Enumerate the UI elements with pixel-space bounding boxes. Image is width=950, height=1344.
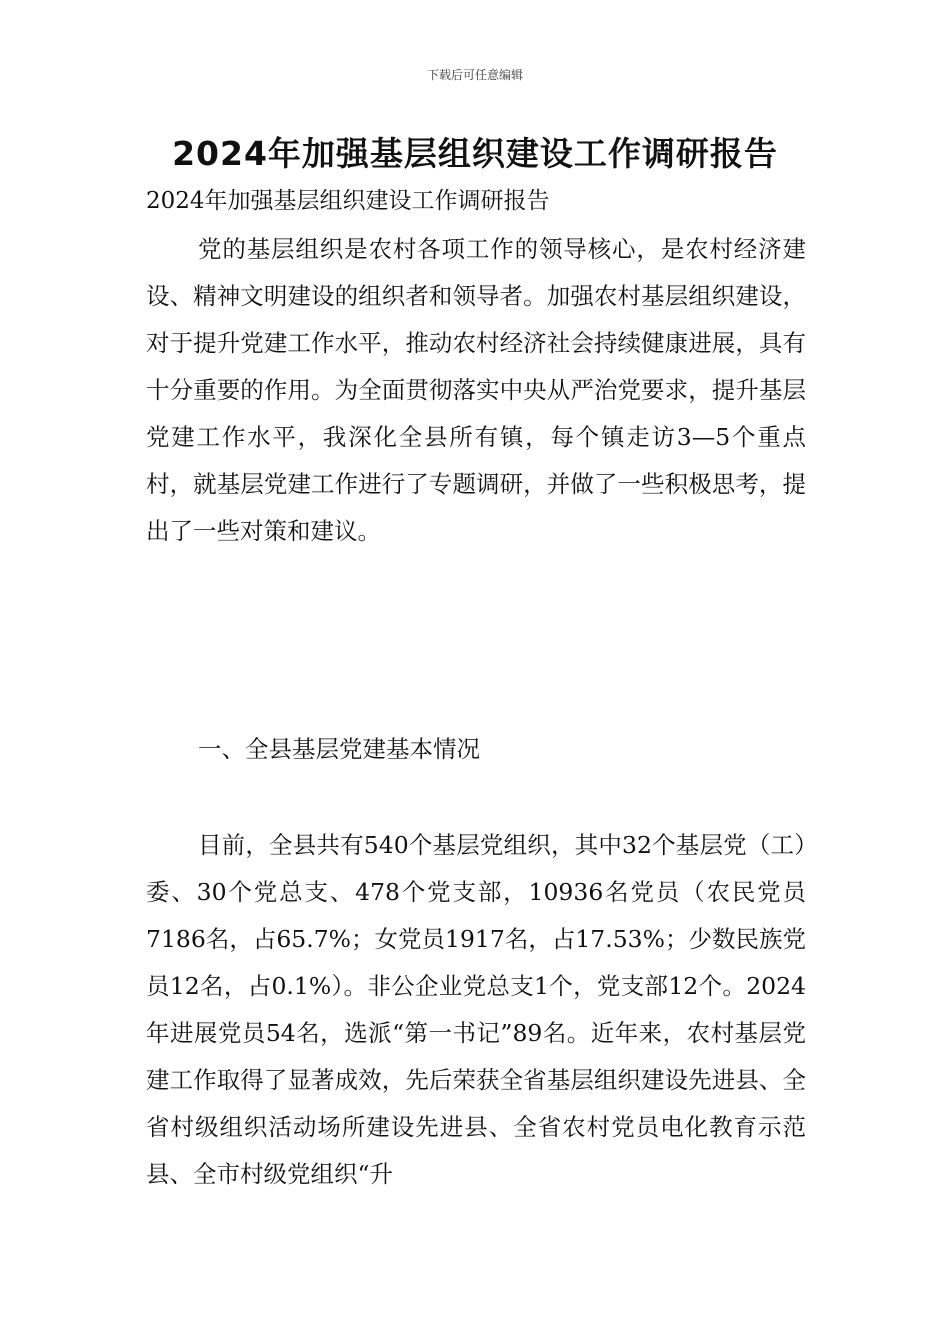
header-note: 下载后可任意编辑 bbox=[426, 68, 523, 82]
body-paragraph-2: 目前，全县共有540个基层党组织，其中32个基层党（工）委、30个党总支、478个党支部，10936名党员（农民党员7186名，占65.7%；女党员1917名，占17.53%；少数民族党员12名，占0.1%）。非公企业党总支1个，党支部12个。2024年进展党员54名，选派“第一书记”89名。近年来，农村基层党建工作取得了显著成效，先后荣获全省基层组织建设先进县、全省村级组织活动场所建设先进县、全省农村党员电化教育示范县、全市村级党组织“升 bbox=[146, 831, 806, 1188]
section-heading-1: 一、全县基层党建基本情况 bbox=[198, 735, 480, 763]
intro-paragraph: 党的基层组织是农村各项工作的领导核心，是农村经济建设、精神文明建设的组织者和领导者。加强农村基层组织建设，对于提升党建工作水平，推动农村经济社会持续健康进展，具有十分重要的作用。为全面贯彻落实中央从严治党要求，提升基层党建工作水平，我深化全县所有镇，每个镇走访3—5个重点村，就基层党建工作进行了专题调研，并做了一些积极思考，提出了一些对策和建议。 bbox=[146, 235, 806, 545]
document-subtitle: 2024年加强基层组织建设工作调研报告 bbox=[146, 188, 550, 214]
document-title: 2024年加强基层组织建设工作调研报告 bbox=[172, 134, 778, 173]
